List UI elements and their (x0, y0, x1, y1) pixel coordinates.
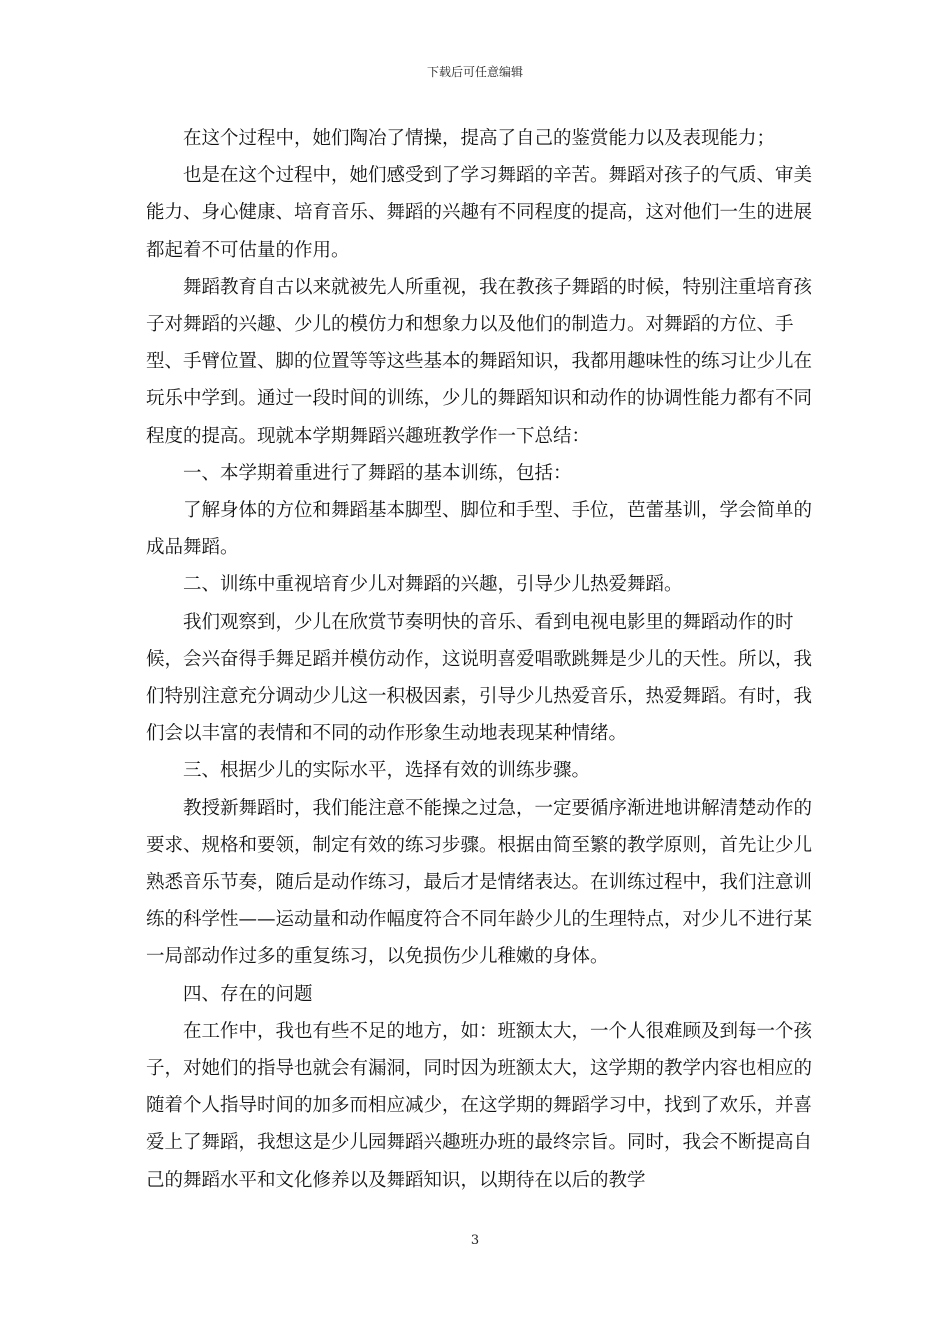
document-body (146, 120, 826, 1199)
section-heading: 二、训练中重视培育少儿对舞蹈的兴趣，引导少儿热爱舞蹈。 (183, 574, 683, 596)
section-heading: 一、本学期着重进行了舞蹈的基本训练，包括： (183, 462, 572, 484)
page-header: 下载后可任意编辑 (426, 65, 523, 79)
section-heading: 四、存在的问题 (183, 983, 313, 1005)
paragraph: 我们观察到，少儿在欣赏节奏明快的音乐、看到电视电影里的舞蹈动作的时候，会兴奋得手舞足蹈并模仿动作，这说明喜爱唱歌跳舞是少儿的天性。所以，我们特别注意充分调动少儿这一积极因素，引导少儿热爱音乐，热爱舞蹈。有时，我们会以丰富的表情和不同的动作形象生动地表现某种情绪。 (146, 611, 813, 745)
paragraph: 在工作中，我也有些不足的地方，如：班额太大，一个人很难顾及到每一个孩子，对她们的指导也就会有漏洞，同时因为班额太大，这学期的教学内容也相应的随着个人指导时间的加多而相应减少，在这学期的舞蹈学习中，找到了欢乐，并喜爱上了舞蹈，我想这是少儿园舞蹈兴趣班办班的最终宗旨。同时，我会不断提高自己的舞蹈水平和文化修养以及舞蹈知识，以期待在以后的教学 (146, 1020, 813, 1191)
paragraph: 舞蹈教育自古以来就被先人所重视，我在教孩子舞蹈的时候，特别注重培育孩子对舞蹈的兴趣、少儿的模仿力和想象力以及他们的制造力。对舞蹈的方位、手型、手臂位置、脚的位置等等这些基本的舞蹈知识，我都用趣味性的练习让少儿在玩乐中学到。通过一段时间的训练，少儿的舞蹈知识和动作的协调性能力都有不同程度的提高。现就本学期舞蹈兴趣班教学作一下总结： (146, 276, 813, 447)
paragraph: 了解身体的方位和舞蹈基本脚型、脚位和手型、手位，芭蕾基训，学会简单的成品舞蹈。 (146, 500, 813, 559)
section-heading: 三、根据少儿的实际水平，选择有效的训练步骤。 (183, 760, 591, 782)
paragraph: 也是在这个过程中，她们感受到了学习舞蹈的辛苦。舞蹈对孩子的气质、审美能力、身心健康、培育音乐、舞蹈的兴趣有不同程度的提高，这对他们一生的进展都起着不可估量的作用。 (146, 165, 813, 261)
page-number: 3 (470, 1233, 480, 1248)
paragraph: 教授新舞蹈时，我们能注意不能操之过急，一定要循序渐进地讲解清楚动作的要求、规格和要领，制定有效的练习步骤。根据由简至繁的教学原则，首先让少儿熟悉音乐节奏，随后是动作练习，最后才是情绪表达。在训练过程中，我们注意训练的科学性——运动量和动作幅度符合不同年龄少儿的生理特点，对少儿不进行某一局部动作过多的重复练习，以免损伤少儿稚嫩的身体。 (146, 797, 813, 968)
paragraph: 在这个过程中，她们陶冶了情操，提高了自己的鉴赏能力以及表现能力； (183, 128, 776, 149)
